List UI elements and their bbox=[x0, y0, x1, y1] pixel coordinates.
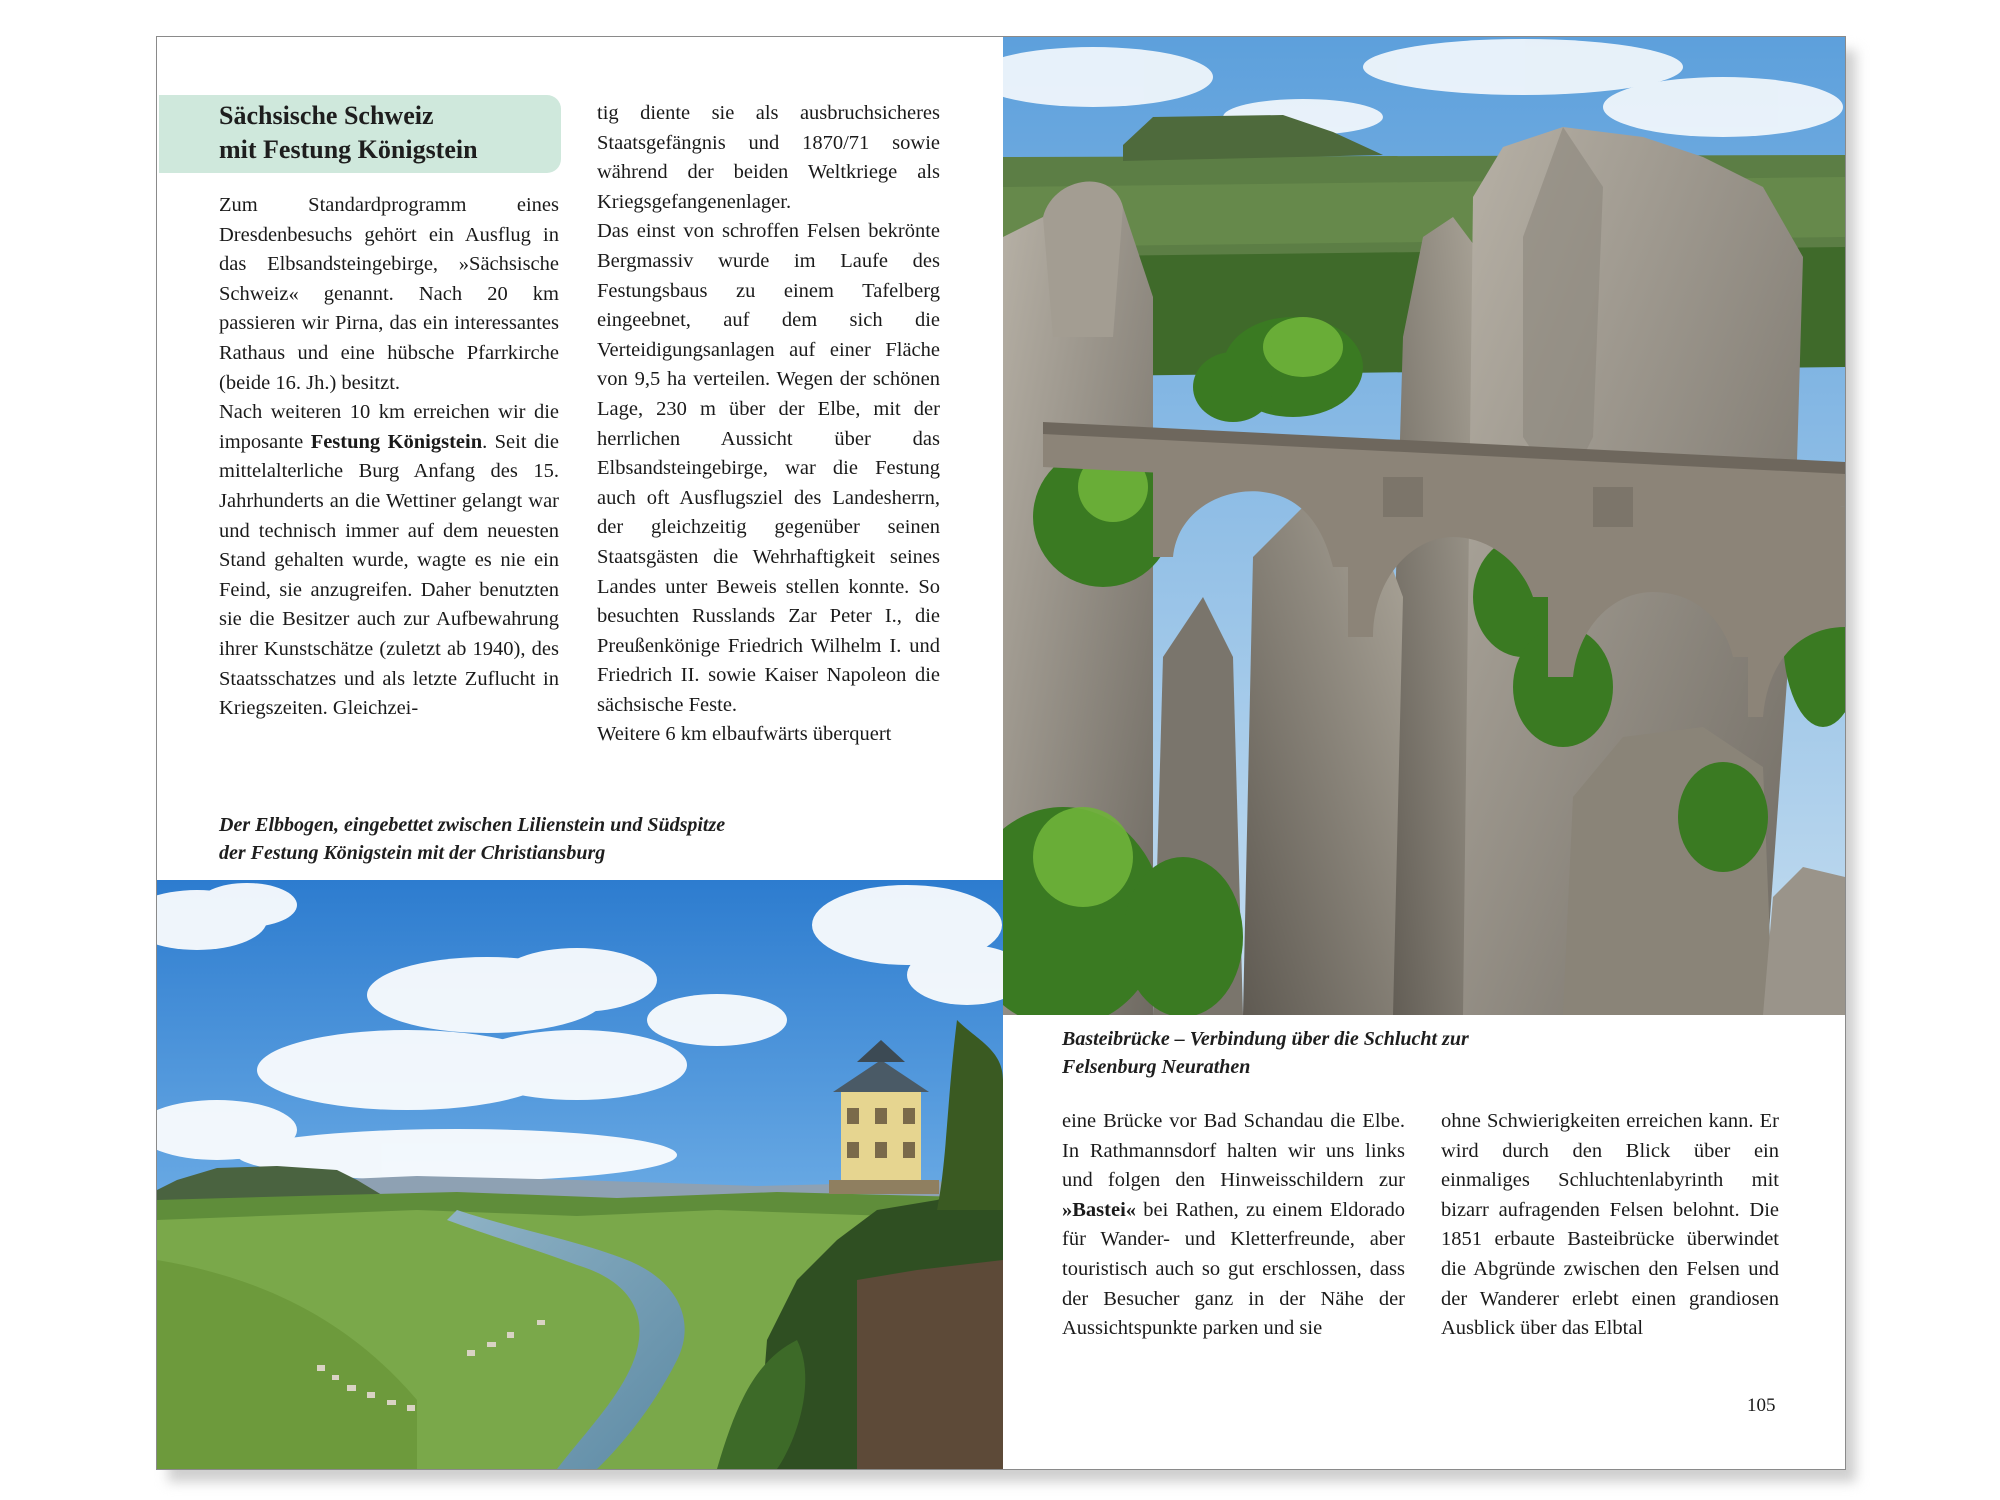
caption-line: der Festung Königstein mit der Christiansburg bbox=[219, 842, 606, 864]
text-run: eine Brücke vor Bad Schandau die Elbe. In Rathmannsdorf halten wir uns links und folgen den Hinweisschildern zur bbox=[1062, 1110, 1405, 1192]
text-run: Nach weiteren 10 km erreichen wir die imposante bbox=[219, 401, 559, 453]
photo-elbbogen-illustration bbox=[157, 880, 1003, 1469]
caption-elbbogen bbox=[219, 811, 839, 867]
photo-basteibruecke bbox=[1003, 37, 1845, 1015]
text-column-1 bbox=[219, 191, 559, 724]
book-spread bbox=[156, 36, 1846, 1470]
heading-line-2: mit Festung Königstein bbox=[219, 135, 478, 164]
paragraph: Zum Standardprogramm eines Dresdenbesuchs gehört ein Ausflug in das Elbsandsteingebirge, »Sächsische Schweiz« genannt. Nach 20 km passieren wir Pirna, das ein interessantes Rathaus und eine hübsche Pfarrkirche (beide 16. Jh.) besitzt. bbox=[219, 194, 559, 394]
caption-basteibruecke bbox=[1062, 1025, 1622, 1081]
caption-line: Basteibrücke – Verbindung über die Schlucht zur bbox=[1062, 1028, 1469, 1050]
caption-line: Der Elbbogen, eingebettet zwischen Lilienstein und Südspitze bbox=[219, 814, 726, 836]
paragraph bbox=[219, 398, 559, 724]
section-heading bbox=[219, 99, 559, 167]
heading-line-1: Sächsische Schweiz bbox=[219, 101, 434, 130]
text-column-2 bbox=[597, 99, 940, 750]
paragraph: Das einst von schroffen Felsen bekrönte Bergmassiv wurde im Laufe des Festungsbaus zu einem Tafelberg eingeebnet, auf dem sich die Verteidigungsanlagen auf einer Fläche von 9,5 ha verteilen. Wegen der schönen Lage, 230 m über der Elbe, mit der herrlichen Aussicht über das Elbsandsteingebirge, war die Festung auch oft Ausflugsziel des Landesherrn, der gleichzeitig gegenüber seinen Staatsgästen die Wehrhaftigkeit seines Landes unter Beweis stellen konnte. So besuchten Russlands Zar Peter I., die Preußenkönige Friedrich Wilhelm I. und Friedrich II. sowie Kaiser Napoleon die sächsische Feste. bbox=[597, 220, 940, 716]
paragraph: Weitere 6 km elbaufwärts überquert bbox=[597, 723, 892, 746]
photo-elbbogen bbox=[157, 880, 1003, 1469]
text-run: bei Rathen, zu einem Eldorado für Wander- und Kletterfreunde, aber touristisch auch so gut erschlossen, dass der Besucher ganz in der Nähe der Aussichtspunkte parken und sie bbox=[1062, 1198, 1405, 1340]
paragraph: ohne Schwierigkeiten erreichen kann. Er wird durch den Blick über ein einmaliges Schluchtenlabyrinth mit bizarr aufragenden Felsen belohnt. Die 1851 erbaute Basteibrücke überwindet die Abgründe zwischen den Felsen und der Wanderer erlebt einen grandiosen Ausblick über das Elbtal bbox=[1441, 1110, 1779, 1340]
text-column-3 bbox=[1062, 1107, 1405, 1344]
photo-basteibruecke-illustration bbox=[1003, 37, 1845, 1015]
paragraph: tig diente sie als ausbruchsicheres Staatsgefängnis und 1870/71 sowie während der beiden Weltkriege als Kriegsgefangenenlager. bbox=[597, 102, 940, 213]
page-number: 105 bbox=[1747, 1395, 1776, 1416]
bold-term-festung-koenigstein: Festung Königstein bbox=[310, 430, 483, 453]
text-run: . Seit die mittelalterliche Burg Anfang des 15. Jahrhunderts an die Wettiner gelangt war und technisch immer auf dem neuesten Stand gehalten wurde, wagte es nie ein Feind, sie anzugreifen. Daher benutzten sie die Besitzer auch zur Aufbewahrung ihrer Kunstschätze (zuletzt ab 1940), des Staatsschatzes und als letzte Zuflucht in Kriegszeiten. Gleichzei- bbox=[219, 430, 560, 720]
caption-line: Felsenburg Neurathen bbox=[1062, 1056, 1251, 1078]
text-column-4 bbox=[1441, 1107, 1779, 1344]
paragraph bbox=[1062, 1107, 1405, 1344]
bold-term-bastei: »Bastei« bbox=[1062, 1198, 1137, 1221]
